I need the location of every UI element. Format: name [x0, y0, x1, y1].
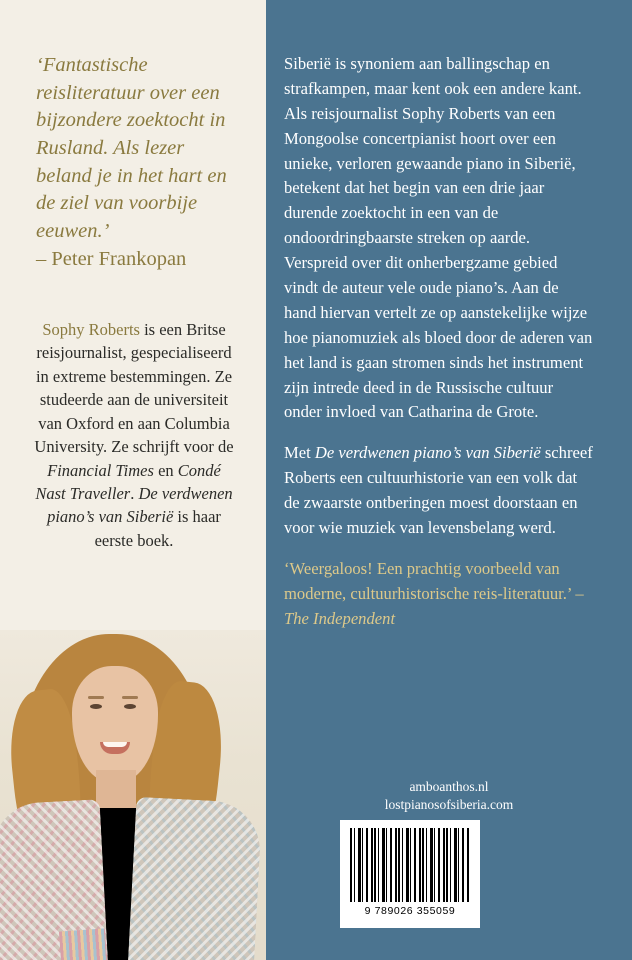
left-panel — [0, 0, 266, 960]
pull-quote-attribution: – Peter Frankopan — [36, 247, 187, 270]
bio-text-1: is een Britse reisjournalist, gespecialiseerd in extreme bestemmingen. Ze studeerde aan de universiteit van Oxford en aan Columbia University. Ze schrijft voor de — [34, 320, 234, 457]
press-quote-text: ‘Weergaloos! Een prachtig voorbeeld van moderne, cultuurhistorische reis-literatuur.’ – — [284, 558, 584, 603]
press-quote — [284, 557, 594, 632]
right-panel — [266, 0, 632, 960]
blurb-p2-text-1: Met — [284, 443, 315, 463]
face-shape — [72, 666, 158, 782]
author-bio — [30, 318, 238, 552]
bio-italic-conde-nast: Condé Nast Traveller — [35, 460, 221, 503]
barcode-bars — [350, 828, 470, 902]
author-portrait-photo — [0, 630, 266, 960]
bio-text-4: is haar eerste boek. — [94, 507, 221, 550]
blurb-p2-book-title: De verdwenen piano’s van Siberië — [314, 443, 541, 463]
barcode — [340, 820, 480, 928]
barcode-isbn-number: 9 789026 355059 — [364, 905, 456, 917]
tweed-jacket-right-shape — [128, 797, 263, 960]
eyebrow-right-shape — [122, 696, 138, 699]
blurb-paragraph-1: Siberië is synoniem aan ballingschap en strafkampen, maar kent ook een andere kant. Als reisjournalist Sophy Roberts van een Mongoolse concertpianist hoort over een unieke, verloren gewaande piano in Siberië, betekent dat het begin van een drie jaar durende zoektocht in een van de ondoordringbaarste streken op aarde. Verspreid over dit onherbergzame gebied vindt de auteur vele oude piano’s. Aan de hand hiervan vertelt ze op aanstekelijke wijze hoe pianomuziek als bloed door de aderen van het land is gaan stromen sinds het instrument zijn intrede deed in de Russische cultuur onder invloed van Catharina de Grote. — [284, 54, 593, 422]
bio-italic-financial-times: Financial Times — [47, 460, 154, 480]
pull-quote-text: ‘Fantastische reisliteratuur over een bijzondere zoektocht in Rusland. Als lezer beland je in het hart en de ziel van voorbije eeuwen.’ — [36, 54, 227, 243]
author-name: Sophy Roberts — [42, 320, 140, 339]
blurb-text — [284, 52, 594, 648]
eye-right-shape — [124, 704, 136, 709]
eyebrow-left-shape — [88, 696, 104, 699]
blurb-p2-text-2: schreef Roberts een cultuurhistorie van een volk dat de zwaarste ontberingen moest doorstaan en voor wie muziek van levensbelang werd. — [284, 443, 593, 538]
bio-italic-book-title: De verdwenen piano’s van Siberië — [47, 483, 233, 527]
website-book[interactable]: lostpianosofsiberia.com — [384, 797, 514, 813]
pull-quote — [36, 52, 236, 273]
bio-text-2: en — [153, 460, 178, 480]
eye-left-shape — [90, 704, 102, 709]
website-publisher[interactable]: amboanthos.nl — [409, 779, 489, 794]
jacket-fringe-shape — [59, 928, 107, 960]
blurb-paragraph-2 — [284, 441, 594, 541]
press-quote-source: The Independent — [284, 608, 396, 628]
bio-text-3: . — [130, 483, 139, 503]
publisher-websites — [266, 778, 632, 814]
